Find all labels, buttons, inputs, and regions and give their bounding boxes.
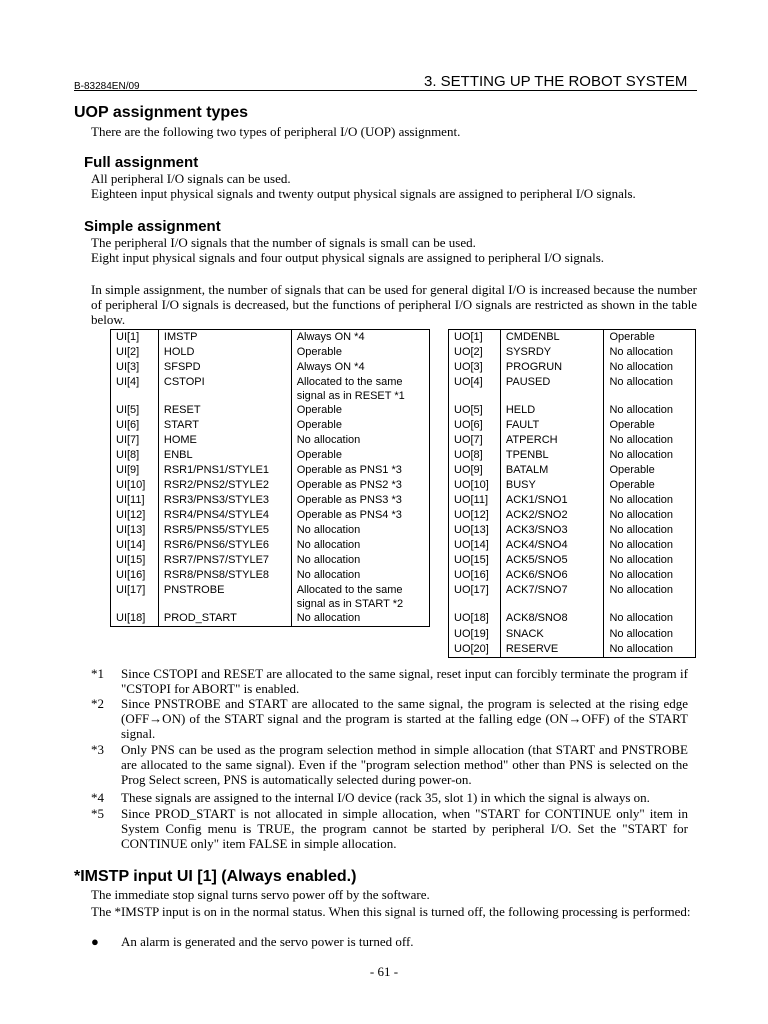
uo-cell: TPENBL [500,448,604,463]
uo-cell: No allocation [604,627,696,642]
uo-cell: UO[2] [449,345,501,360]
imstp-heading: *IMSTP input UI [1] (Always enabled.) [74,868,357,885]
ui-cell: HOLD [158,345,291,360]
table-row [449,330,696,346]
table-row [111,508,430,523]
uo-cell: CMDENBL [500,330,604,346]
ui-cell: HOME [158,433,291,448]
uo-cell: UO[6] [449,418,501,433]
uo-cell: UO[17] [449,583,501,611]
ui-cell: CSTOPI [158,375,291,403]
bullet-text: An alarm is generated and the servo power is turned off. [121,934,414,949]
uo-cell: RESERVE [500,642,604,658]
ui-cell: UI[4] [111,375,159,403]
uo-cell: UO[15] [449,553,501,568]
ui-cell: IMSTP [158,330,291,346]
ui-cell: RSR3/PNS3/STYLE3 [158,493,291,508]
table-row [111,611,430,627]
document-id: B-83284EN/09 [74,81,140,92]
uo-cell: UO[18] [449,611,501,627]
ui-cell: START [158,418,291,433]
table-row [449,375,696,403]
ui-cell: Operable as PNS3 *3 [291,493,429,508]
ui-cell: SFSPD [158,360,291,375]
table-row [449,448,696,463]
footnote-text: Since PNSTROBE and START are allocated to the same signal, the program is selected at the rising edge (OFF→ON) of the START signal and the program is started at the falling edge (ON→OFF) of the START signal. [121,696,688,741]
uo-cell: UO[14] [449,538,501,553]
table-row [449,523,696,538]
uo-cell: No allocation [604,403,696,418]
uo-cell: ACK8/SNO8 [500,611,604,627]
ui-cell: No allocation [291,523,429,538]
table-row [111,583,430,611]
ui-cell: Operable [291,345,429,360]
ui-cell: UI[14] [111,538,159,553]
full-assignment-heading: Full assignment [84,154,199,171]
uo-cell: No allocation [604,583,696,611]
ui-cell: UI[15] [111,553,159,568]
ui-cell: Operable [291,403,429,418]
table-row [449,508,696,523]
ui-cell: RESET [158,403,291,418]
ui-cell: UI[6] [111,418,159,433]
uo-cell: Operable [604,330,696,346]
uo-cell: PAUSED [500,375,604,403]
table-row [111,538,430,553]
table-row [449,463,696,478]
ui-cell: UI[7] [111,433,159,448]
ui-cell: ENBL [158,448,291,463]
uo-cell: ACK1/SNO1 [500,493,604,508]
ui-cell: RSR7/PNS7/STYLE7 [158,553,291,568]
table-row [111,553,430,568]
table-row [449,611,696,627]
imstp-line1: The immediate stop signal turns servo power off by the software. [91,887,430,902]
ui-cell: PNSTROBE [158,583,291,611]
footnote-mark: *2 [91,696,104,711]
uo-cell: No allocation [604,508,696,523]
ui-cell: UI[16] [111,568,159,583]
uo-cell: Operable [604,463,696,478]
ui-cell: RSR2/PNS2/STYLE2 [158,478,291,493]
footnote-text: Since PROD_START is not allocated in simple allocation, when "START for CONTINUE only" item in System Config menu is TRUE, the program cannot be started by peripheral I/O. Set the "START for CONTINUE only" item FALSE in simple allocation. [121,806,688,851]
uo-cell: No allocation [604,360,696,375]
table-row [449,568,696,583]
uo-cell: UO[11] [449,493,501,508]
uo-cell: No allocation [604,375,696,403]
uo-cell: HELD [500,403,604,418]
uo-cell: UO[3] [449,360,501,375]
full-assignment-line1: All peripheral I/O signals can be used. [91,171,291,186]
table-row [111,448,430,463]
uo-cell: UO[20] [449,642,501,658]
footnote-mark: *1 [91,666,104,681]
table-row [111,478,430,493]
ui-cell: Allocated to the same signal as in RESET *1 [291,375,429,403]
ui-cell: RSR8/PNS8/STYLE8 [158,568,291,583]
uo-cell: BUSY [500,478,604,493]
uo-cell: Operable [604,418,696,433]
ui-cell: UI[5] [111,403,159,418]
table-row [111,493,430,508]
ui-cell: Operable [291,448,429,463]
uo-cell: ACK2/SNO2 [500,508,604,523]
ui-cell: UI[10] [111,478,159,493]
full-assignment-line2: Eighteen input physical signals and twenty output physical signals are assigned to peripheral I/O signals. [91,186,636,201]
table-row [111,330,430,346]
simple-assignment-paragraph: In simple assignment, the number of signals that can be used for general digital I/O is increased because the number of peripheral I/O signals is decreased, but the functions of peripheral I/O signals are restricted as shown in the table below. [91,282,697,327]
ui-cell: Operable as PNS1 *3 [291,463,429,478]
simple-assignment-line2: Eight input physical signals and four output physical signals are assigned to peripheral I/O signals. [91,250,605,265]
uo-cell: No allocation [604,642,696,658]
uo-cell: UO[16] [449,568,501,583]
table-row [111,418,430,433]
uo-cell: PROGRUN [500,360,604,375]
ui-cell: RSR4/PNS4/STYLE4 [158,508,291,523]
ui-cell: No allocation [291,553,429,568]
ui-cell: Allocated to the same signal as in START *2 [291,583,429,611]
ui-cell: Operable as PNS2 *3 [291,478,429,493]
uo-cell: UO[4] [449,375,501,403]
ui-cell: PROD_START [158,611,291,627]
table-row [449,553,696,568]
ui-cell: UI[2] [111,345,159,360]
uo-cell: ACK6/SNO6 [500,568,604,583]
ui-cell: UI[9] [111,463,159,478]
bullet-marker: ● [91,934,99,949]
footnote-mark: *4 [91,790,104,805]
ui-cell: UI[12] [111,508,159,523]
uo-cell: ACK4/SNO4 [500,538,604,553]
table-row [449,345,696,360]
table-row [449,493,696,508]
table-row [111,433,430,448]
table-row [449,433,696,448]
uo-cell: FAULT [500,418,604,433]
imstp-line2: The *IMSTP input is on in the normal status. When this signal is turned off, the following processing is performed: [91,904,691,919]
uo-cell: No allocation [604,433,696,448]
uop-types-intro: There are the following two types of peripheral I/O (UOP) assignment. [91,124,461,139]
footnote-text: These signals are assigned to the internal I/O device (rack 35, slot 1) in which the signal is always on. [121,790,650,805]
uo-cell: UO[8] [449,448,501,463]
ui-cell: UI[3] [111,360,159,375]
table-row [111,345,430,360]
footnote-text: Only PNS can be used as the program selection method in simple allocation (that START and PNSTROBE are allocated to the same signal). Even if the "program selection method" other than PNS is selected on the Prog Select screen, PNS is automatically selected during power-on. [121,742,688,787]
uo-cell: SYSRDY [500,345,604,360]
uo-cell: UO[9] [449,463,501,478]
table-row [449,403,696,418]
uo-cell: No allocation [604,448,696,463]
table-row [449,538,696,553]
table-row [111,403,430,418]
ui-cell: No allocation [291,433,429,448]
uop-types-heading: UOP assignment types [74,104,248,121]
uo-cell: No allocation [604,611,696,627]
uo-cell: No allocation [604,493,696,508]
uo-cell: UO[19] [449,627,501,642]
footnote-mark: *3 [91,742,104,757]
ui-cell: UI[18] [111,611,159,627]
uo-cell: UO[13] [449,523,501,538]
simple-assignment-heading: Simple assignment [84,218,221,235]
uo-cell: ACK5/SNO5 [500,553,604,568]
table-row [111,375,430,403]
simple-assignment-line1: The peripheral I/O signals that the number of signals is small can be used. [91,235,476,250]
ui-cell: No allocation [291,538,429,553]
uo-cell: UO[1] [449,330,501,346]
table-row [449,478,696,493]
uo-cell: No allocation [604,553,696,568]
ui-cell: UI[13] [111,523,159,538]
table-row [449,627,696,642]
ui-cell: RSR5/PNS5/STYLE5 [158,523,291,538]
uo-cell: ATPERCH [500,433,604,448]
ui-cell: Always ON *4 [291,360,429,375]
table-row [449,418,696,433]
ui-cell: RSR1/PNS1/STYLE1 [158,463,291,478]
uo-cell: Operable [604,478,696,493]
ui-signal-table [110,329,430,627]
uo-cell: UO[7] [449,433,501,448]
page-number: - 61 - [369,964,399,979]
table-row [111,568,430,583]
uo-cell: ACK3/SNO3 [500,523,604,538]
uo-signal-table [448,329,696,658]
table-row [111,523,430,538]
uo-cell: UO[10] [449,478,501,493]
uo-cell: No allocation [604,568,696,583]
table-row [111,463,430,478]
table-row [111,360,430,375]
header-rule [74,90,697,91]
table-row [449,583,696,611]
ui-cell: Always ON *4 [291,330,429,346]
ui-cell: Operable as PNS4 *3 [291,508,429,523]
ui-cell: No allocation [291,611,429,627]
uo-cell: No allocation [604,538,696,553]
uo-cell: BATALM [500,463,604,478]
uo-cell: UO[12] [449,508,501,523]
ui-cell: UI[17] [111,583,159,611]
uo-cell: SNACK [500,627,604,642]
ui-cell: UI[1] [111,330,159,346]
chapter-title: 3. SETTING UP THE ROBOT SYSTEM [424,73,688,90]
uo-cell: ACK7/SNO7 [500,583,604,611]
ui-cell: No allocation [291,568,429,583]
footnote-mark: *5 [91,806,104,821]
uo-cell: UO[5] [449,403,501,418]
ui-cell: Operable [291,418,429,433]
uo-cell: No allocation [604,345,696,360]
table-row [449,360,696,375]
ui-cell: UI[8] [111,448,159,463]
table-row [449,642,696,658]
uo-cell: No allocation [604,523,696,538]
footnote-text: Since CSTOPI and RESET are allocated to the same signal, reset input can forcibly terminate the program if "CSTOPI for ABORT" is enabled. [121,666,688,696]
ui-cell: RSR6/PNS6/STYLE6 [158,538,291,553]
ui-cell: UI[11] [111,493,159,508]
